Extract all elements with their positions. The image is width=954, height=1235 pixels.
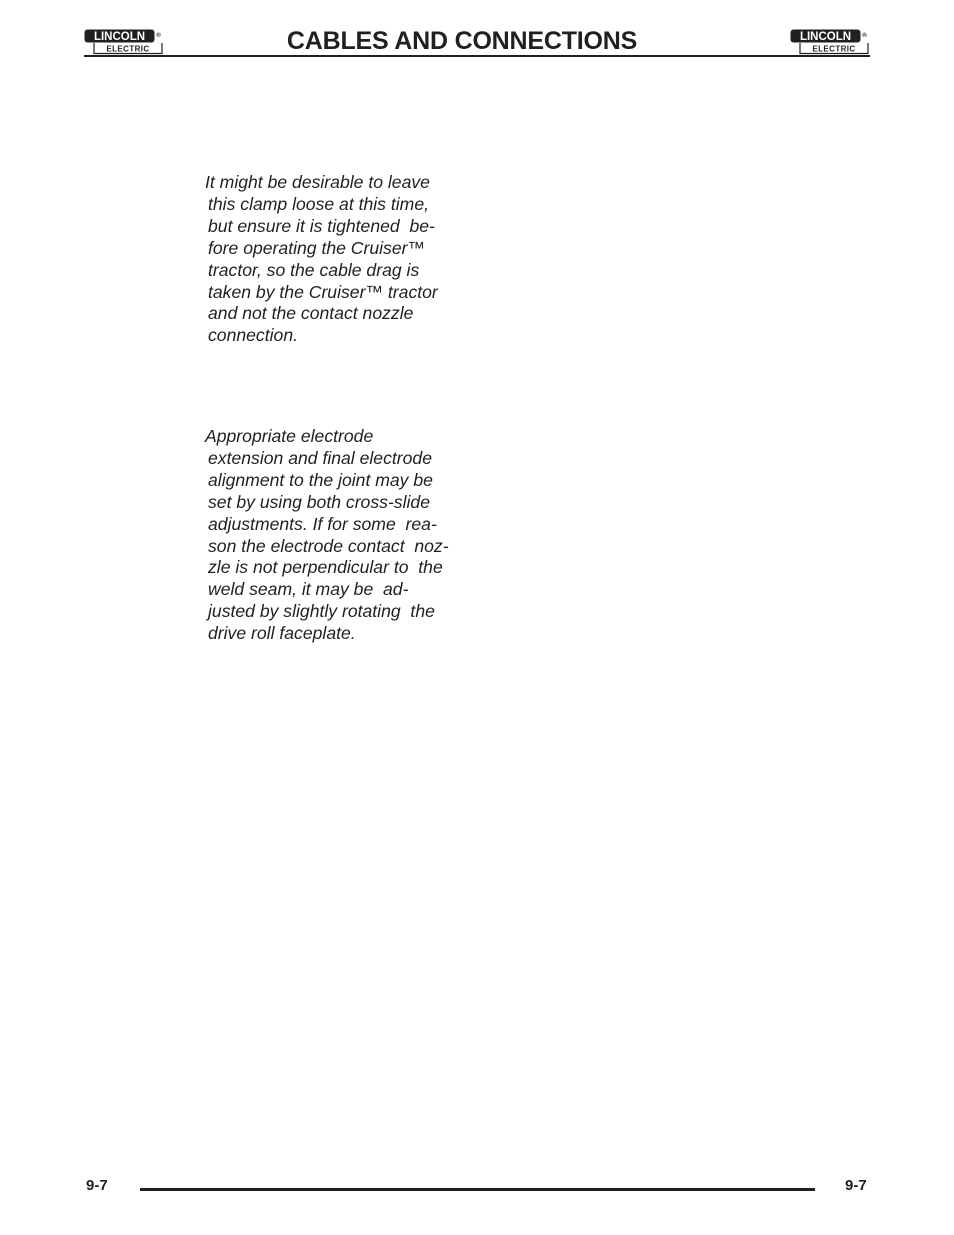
page-number-left: 9-7 xyxy=(86,1177,108,1194)
note-line: taken by the Cruiser™ tractor xyxy=(208,281,438,302)
note-line: fore operating the Cruiser™ xyxy=(208,237,426,258)
page-number-right: 9-7 xyxy=(845,1177,867,1194)
note-line: weld seam, it may be ad- xyxy=(208,579,409,600)
note-line: drive roll faceplate. xyxy=(208,623,356,644)
logo-word-top: LINCOLN xyxy=(799,31,852,43)
note-line: Appropriate electrode xyxy=(205,426,374,446)
registered-mark: ® xyxy=(156,32,161,39)
logo-word-bottom: ELECTRIC xyxy=(106,44,150,54)
note-line: and not the contact nozzle xyxy=(208,303,414,324)
note-line: It might be desirable to leave xyxy=(205,172,430,192)
note-line: adjustments. If for some rea- xyxy=(208,513,437,534)
lincoln-electric-logo-right xyxy=(790,29,870,56)
note-clamp xyxy=(203,172,473,347)
note-line: but ensure it is tightened be- xyxy=(208,215,435,236)
note-line: connection. xyxy=(208,325,298,346)
lincoln-electric-logo-icon xyxy=(790,29,870,56)
page-header xyxy=(84,26,870,56)
note-electrode-alignment xyxy=(203,426,473,645)
note-line: alignment to the joint may be xyxy=(208,469,433,490)
note-line: this clamp loose at this time, xyxy=(208,193,429,214)
note-line: extension and final electrode xyxy=(208,447,432,468)
note-line: zle is not perpendicular to the xyxy=(208,557,443,578)
header-divider xyxy=(84,55,870,57)
note-line: son the electrode contact noz- xyxy=(208,535,449,556)
page-title: CABLES AND CONNECTIONS xyxy=(286,27,638,55)
note-line: set by using both cross-slide xyxy=(208,491,430,512)
note-line: tractor, so the cable drag is xyxy=(208,259,420,280)
registered-mark: ® xyxy=(862,32,867,39)
note-line: justed by slightly rotating the xyxy=(208,601,435,622)
logo-word-top: LINCOLN xyxy=(93,31,146,43)
logo-word-bottom: ELECTRIC xyxy=(812,44,856,54)
footer-divider xyxy=(140,1188,815,1191)
